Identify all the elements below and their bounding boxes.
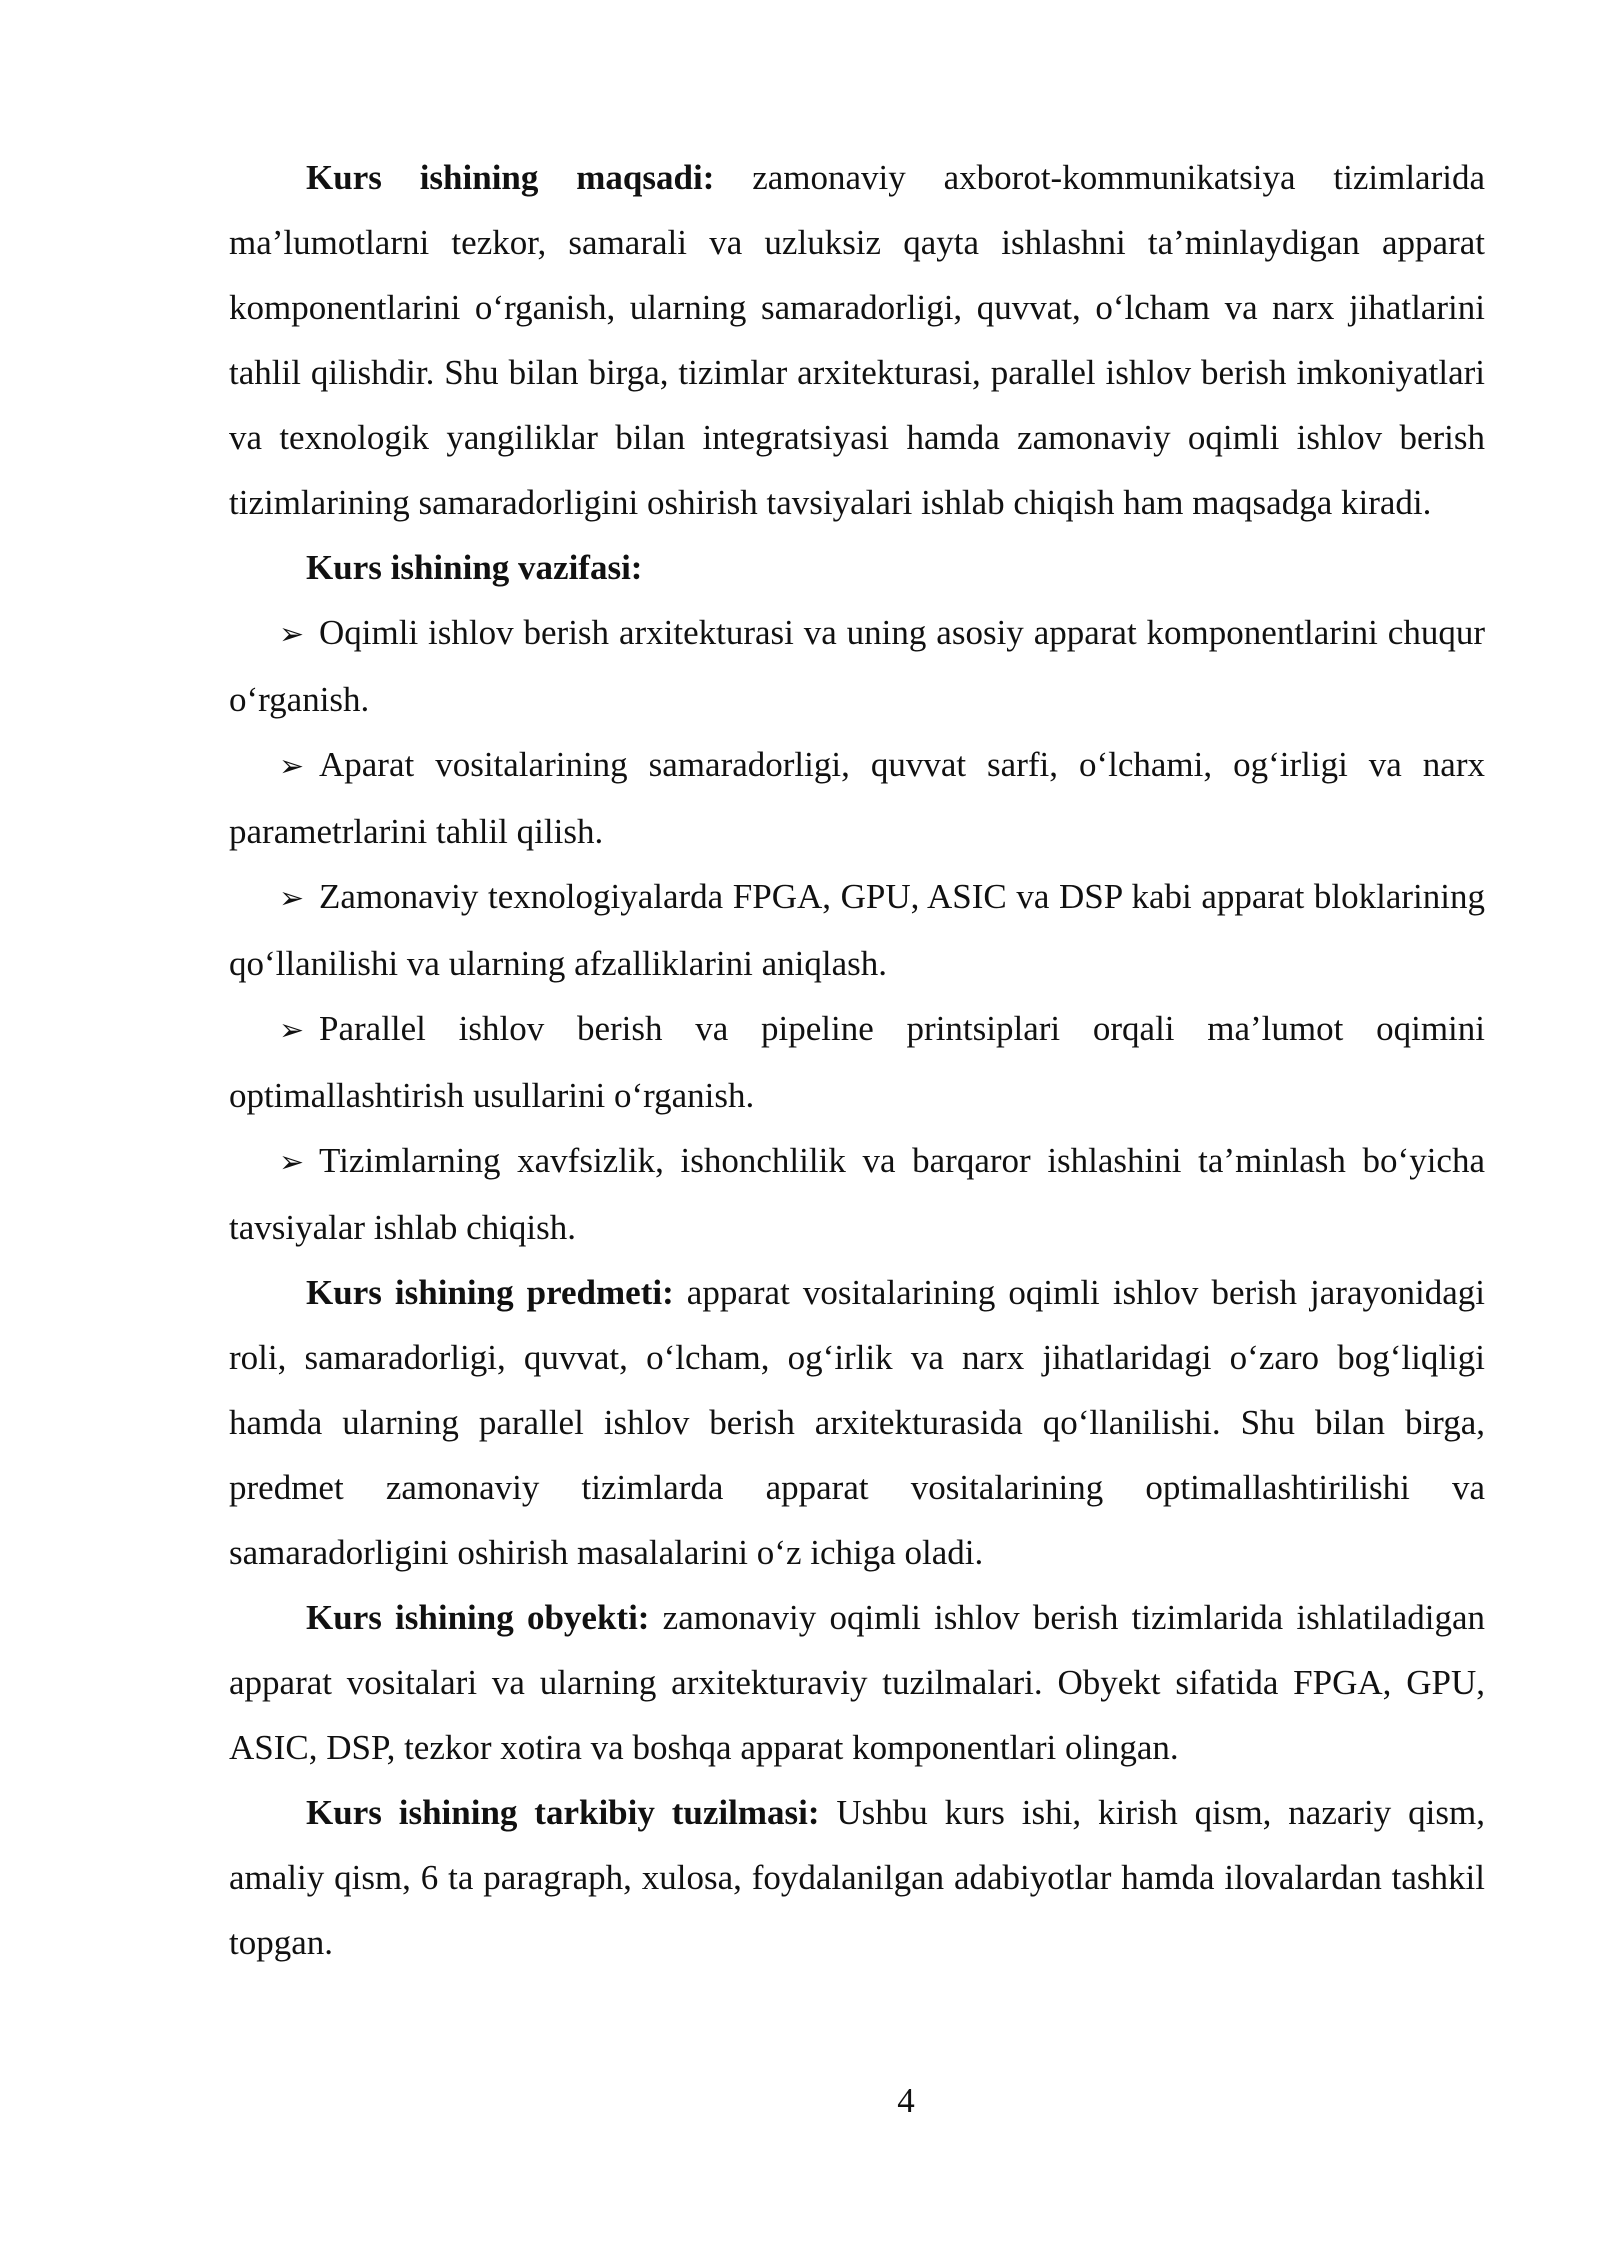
arrow-bullet-icon: ➢	[279, 618, 305, 651]
task-item-text: Parallel ishlov berish va pipeline printsiplari orqali ma’lumot oqimini optimallashtirish usullarini o‘rganish.	[229, 1009, 1485, 1115]
page-number: 4	[897, 2081, 915, 2120]
subject-paragraph	[229, 1260, 1485, 1585]
structure-heading: Kurs ishining tarkibiy tuzilmasi:	[306, 1793, 820, 1832]
tasks-heading: Kurs ishining vazifasi:	[306, 548, 643, 587]
task-item	[229, 600, 1485, 732]
task-item	[229, 732, 1485, 864]
arrow-bullet-icon: ➢	[279, 1014, 305, 1047]
task-item-text: Oqimli ishlov berish arxitekturasi va uning asosiy apparat komponentlarini chuqur o‘rganish.	[229, 613, 1485, 719]
task-item	[229, 1128, 1485, 1260]
object-paragraph	[229, 1585, 1485, 1780]
task-item	[229, 864, 1485, 996]
object-heading: Kurs ishining obyekti:	[306, 1598, 650, 1637]
task-item-text: Zamonaviy texnologiyalarda FPGA, GPU, ASIC va DSP kabi apparat bloklarining qo‘llanilishi va ularning afzalliklarini aniqlash.	[229, 877, 1485, 983]
task-item	[229, 996, 1485, 1128]
arrow-bullet-icon: ➢	[279, 1146, 305, 1179]
goal-heading: Kurs ishining maqsadi:	[306, 158, 715, 197]
task-item-text: Tizimlarning xavfsizlik, ishonchlilik va barqaror ishlashini ta’minlash bo‘yicha tavsiyalar ishlab chiqish.	[229, 1141, 1485, 1247]
structure-paragraph	[229, 1780, 1485, 1975]
subject-text: apparat vositalarining oqimli ishlov berish jarayonidagi roli, samaradorligi, quvvat, o‘lcham, og‘irlik va narx jihatlaridagi o‘zaro bog‘liqligi hamda ularning parallel ishlov berish arxitekturasida qo‘llanilishi. Shu bilan birga, predmet zamonaviy tizimlarda apparat vositalarining optimallashtirilishi va samaradorligini oshirish masalalarini o‘z ichiga oladi.	[229, 1273, 1485, 1572]
goal-text: zamonaviy axborot-kommunikatsiya tizimlarida ma’lumotlarni tezkor, samarali va uzluksiz qayta ishlashni ta’minlaydigan apparat komponentlarini o‘rganish, ularning samaradorligi, quvvat, o‘lcham va narx jihatlarini tahlil qilishdir. Shu bilan birga, tizimlar arxitekturasi, parallel ishlov berish imkoniyatlari va texnologik yangiliklar bilan integratsiyasi hamda zamonaviy oqimli ishlov berish tizimlarining samaradorligini oshirish tavsiyalari ishlab chiqish ham maqsadga kiradi.	[229, 158, 1485, 522]
subject-heading: Kurs ishining predmeti:	[306, 1273, 674, 1312]
tasks-heading-paragraph	[229, 535, 1485, 600]
arrow-bullet-icon: ➢	[279, 882, 305, 915]
object-text: zamonaviy oqimli ishlov berish tizimlarida ishlatiladigan apparat vositalari va ularning arxitekturaviy tuzilmalari. Obyekt sifatida FPGA, GPU, ASIC, DSP, tezkor xotira va boshqa apparat komponentlari olingan.	[229, 1598, 1485, 1767]
task-item-text: Aparat vositalarining samaradorligi, quvvat sarfi, o‘lchami, og‘irligi va narx parametrlarini tahlil qilish.	[229, 745, 1485, 851]
goal-paragraph	[229, 145, 1485, 535]
document-page	[229, 145, 1485, 1975]
arrow-bullet-icon: ➢	[279, 750, 305, 783]
structure-text: Ushbu kurs ishi, kirish qism, nazariy qism, amaliy qism, 6 ta paragraph, xulosa, foydalanilgan adabiyotlar hamda ilovalardan tashkil topgan.	[229, 1793, 1485, 1962]
